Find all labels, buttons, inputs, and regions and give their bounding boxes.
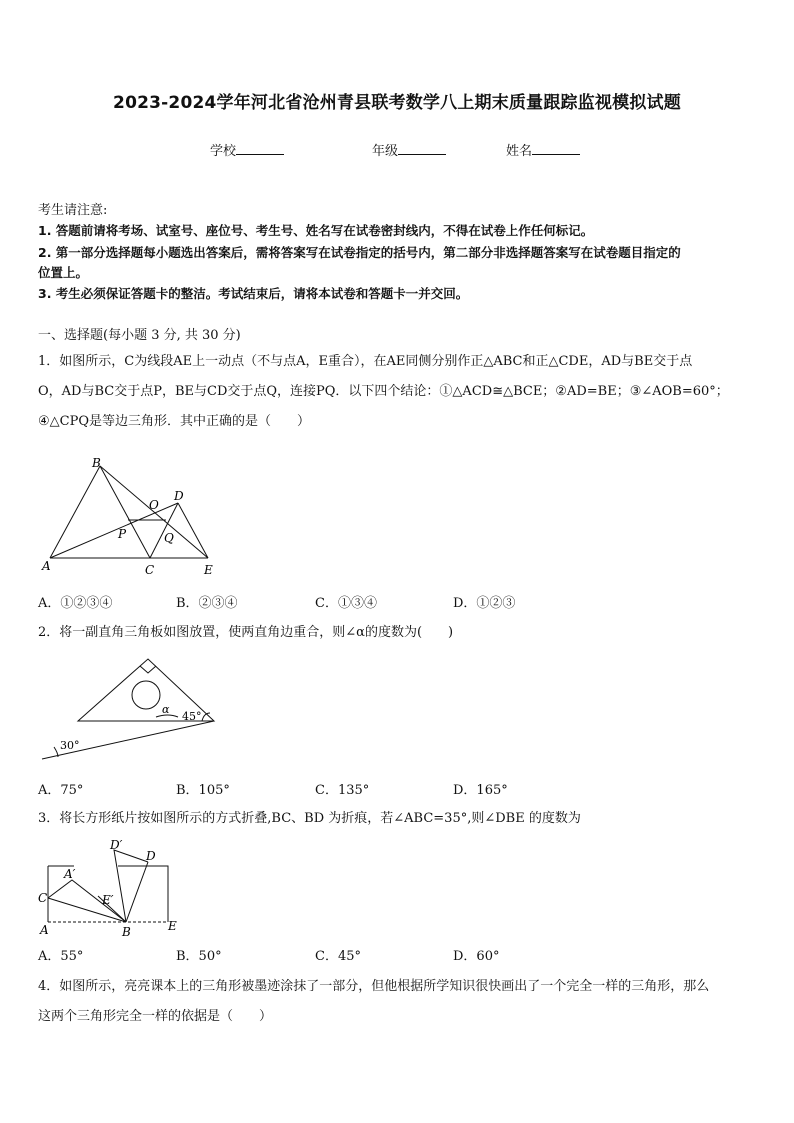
question-4 [38,972,758,1032]
q1-figure [38,452,228,580]
option-a[interactable]: A．55° [38,949,84,964]
section-heading: 一、选择题(每小题 3 分, 共 30 分) [38,328,241,343]
grade-field[interactable] [372,140,446,159]
right-angle-mark [140,666,156,673]
label-q: Q [164,531,174,545]
question-1-line: ④△CPQ是等边三角形．其中正确的是（ ） [38,414,311,429]
question-1 [38,347,758,437]
label-e: E [168,919,177,933]
label-e-prime: E′ [102,893,114,907]
label-o: O [149,498,159,512]
page-title: 2023-2024学年河北省沧州青县联考数学八上期末质量跟踪监视模拟试题 [113,93,681,113]
folded-flap-d1 [114,850,148,922]
label-30: 30° [60,739,80,752]
folded-edge-a1 [48,880,126,922]
segment-ab [50,466,100,558]
label-c: C [38,891,48,905]
option-b[interactable]: B．②③④ [176,596,238,611]
notice-item: 1. 答题前请将考场、试室号、座位号、考生号、姓名写在试卷密封线内，不得在试卷上作任何标记。 [38,223,594,238]
label-d: D [146,849,156,863]
label-d: D [174,489,184,503]
option-a[interactable]: A．①②③④ [38,596,113,611]
segment-be [100,466,208,558]
name-field[interactable] [506,140,580,159]
notice-item: 位置上。 [38,265,89,280]
question-1-line: O，AD与BC交于点P，BE与CD交于点Q，连接PQ．以下四个结论：①△ACD≅△BCE；②AD=BE；③∠AOB=60°； [38,384,729,399]
label-b: B [92,456,101,470]
option-d[interactable]: D．165° [453,783,508,798]
label-b: B [122,925,131,939]
school-label: 学校 [210,144,237,159]
segment-de [178,503,208,558]
label-a-prime: A′ [64,867,76,881]
crease-bd [126,862,148,922]
label-d-prime: D′ [110,838,123,852]
question-2: 2．将一副直角三角板如图放置，使两直角边重合，则∠α的度数为( ) [38,625,454,640]
option-b[interactable]: B．50° [176,949,222,964]
label-e: E [204,563,213,577]
crease-bc [48,898,126,922]
notice-heading: 考生请注意: [38,203,108,218]
label-a: A [42,559,51,573]
notice-item: 3. 考生必须保证答题卡的整洁。考试结束后，请将本试卷和答题卡一并交回。 [38,286,469,301]
option-c[interactable]: C．①③④ [315,596,377,611]
notice-item: 2. 第一部分选择题每小题选出答案后，需将答案写在试卷指定的括号内，第二部分非选择题答案写在试卷题目指定的 [38,245,681,260]
question-4-line: 4．如图所示，亮亮课本上的三角形被墨迹涂抹了一部分，但他根据所学知识很快画出了一个完全一样的三角形，那么 [38,979,710,994]
q3-options [38,945,758,965]
label-c: C [145,563,155,577]
option-b[interactable]: B．105° [176,783,230,798]
q1-options [38,592,758,612]
label-alpha: α [162,703,170,716]
question-1-line: 1．如图所示，C为线段AE上一动点（不与点A，E重合），在AE同侧分别作正△ABC和正△CDE，AD与BE交于点 [38,354,693,369]
label-a: A [40,923,49,937]
segment-bc [100,466,150,558]
option-d[interactable]: D．60° [453,949,500,964]
question-4-line: 这两个三角形完全一样的依据是（ ） [38,1009,273,1024]
option-c[interactable]: C．135° [315,783,370,798]
grade-label: 年级 [372,144,399,159]
label-p: P [118,527,127,541]
option-a[interactable]: A．75° [38,783,84,798]
angle-45-arc [202,713,210,721]
q3-figure [34,838,184,940]
q2-figure [36,655,222,765]
option-d[interactable]: D．①②③ [453,596,516,611]
option-c[interactable]: C．45° [315,949,361,964]
hole-circle [132,681,160,709]
label-45: 45° [182,710,202,723]
q2-options [38,779,758,799]
question-3: 3．将长方形纸片按如图所示的方式折叠,BC、BD 为折痕，若∠ABC=35°,则∠DBE 的度数为 [38,811,581,826]
name-label: 姓名 [506,144,533,159]
school-field[interactable] [210,140,284,159]
